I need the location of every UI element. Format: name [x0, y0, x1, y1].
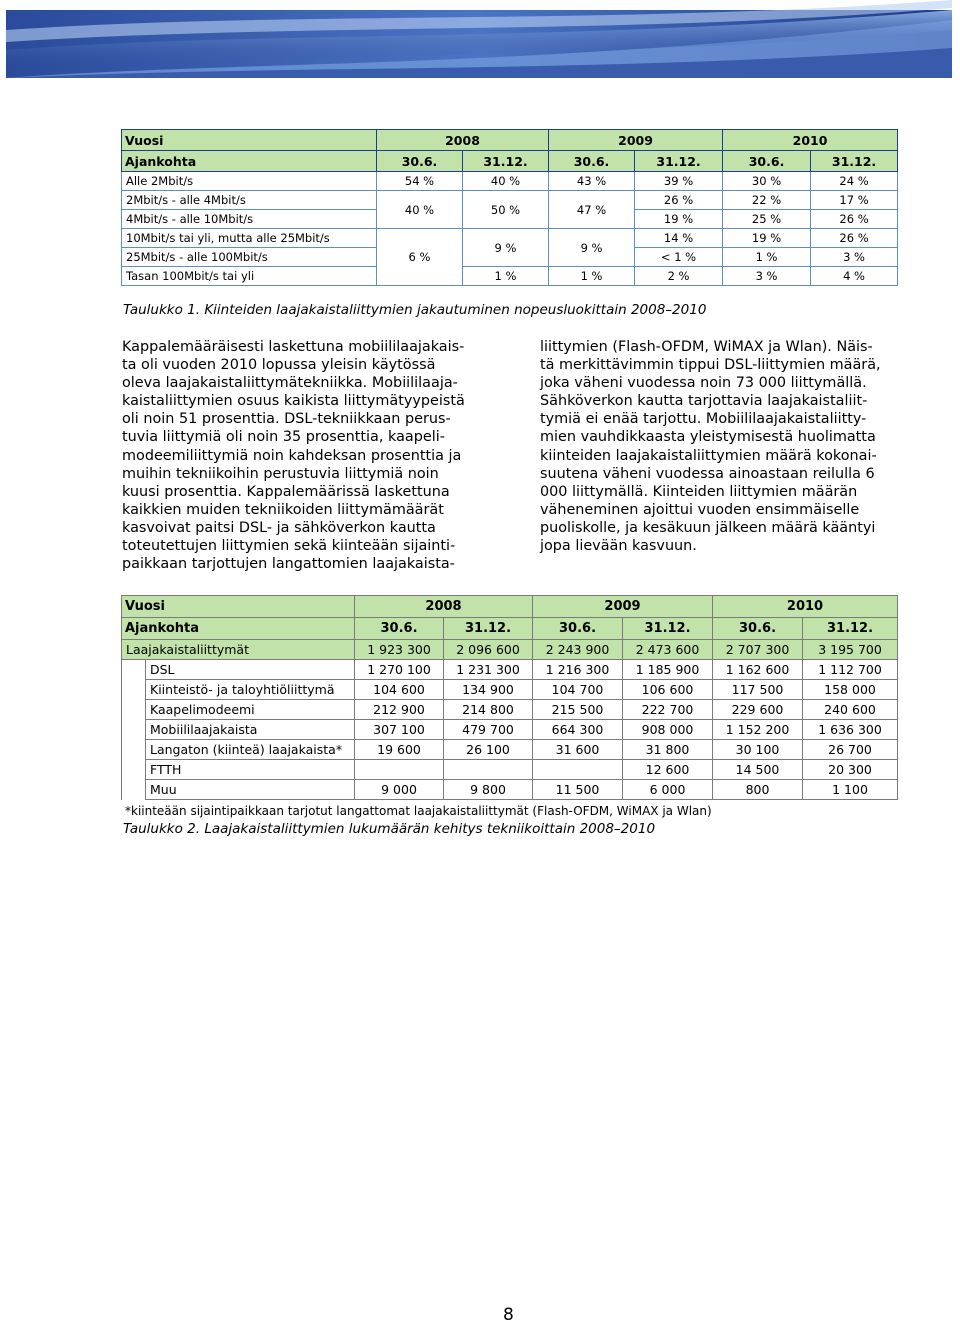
table-row: [122, 720, 898, 740]
cell: 222 700: [623, 700, 713, 720]
table2-date-label: Ajankohta: [122, 618, 355, 640]
cell: [444, 760, 533, 780]
text-line: oli noin 51 prosenttia. DSL-tekniikkaan perus-: [122, 411, 451, 428]
text-line: kiinteiden laajakaistaliittymien määrä kokonai-: [540, 447, 877, 464]
cell: 12 600: [623, 760, 713, 780]
table2-date: 31.12.: [803, 618, 898, 640]
text-line: tuvia liittymiä oli noin 35 prosenttia, kaapeli-: [122, 429, 445, 446]
table2-date: 30.6.: [713, 618, 803, 640]
cell: 1 231 300: [444, 660, 533, 680]
text-line: 000 liittymällä. Kiinteiden liittymien määrän: [540, 483, 858, 500]
page-number: 8: [503, 1305, 514, 1325]
table-row: [122, 680, 898, 700]
cell: 26 %: [811, 229, 898, 248]
table-row: [122, 660, 898, 680]
text-line: oleva laajakaistaliittymätekniikka. Mobiililaaja-: [122, 375, 458, 392]
row-label: DSL: [146, 660, 355, 680]
body-column-left: [122, 338, 484, 573]
row-label: Alle 2Mbit/s: [122, 172, 377, 191]
cell: 1 112 700: [803, 660, 898, 680]
cell: 1 185 900: [623, 660, 713, 680]
cell: 117 500: [713, 680, 803, 700]
text-line: tymiä ei enää tarjottu. Mobiililaajakaistaliitty-: [540, 411, 867, 428]
cell: < 1 %: [635, 248, 723, 267]
text-line: kaikkien muiden tekniikoiden liittymämäärät: [122, 501, 444, 518]
cell: 30 %: [723, 172, 811, 191]
cell: 2 %: [635, 267, 723, 286]
table2-caption: Taulukko 2. Laajakaistaliittymien lukumäärän kehitys tekniikoittain 2008–2010: [123, 821, 656, 837]
cell: 908 000: [623, 720, 713, 740]
table1-date: 30.6.: [723, 151, 811, 172]
text-line: suutena väheni vuodessa ainoastaan reilulla 6: [540, 465, 875, 482]
table1-year-2008: 2008: [377, 130, 549, 151]
merged-cell: 9 %: [463, 229, 549, 267]
merged-cell: 40 %: [377, 191, 463, 229]
row-label: 10Mbit/s tai yli, mutta alle 25Mbit/s: [122, 229, 377, 248]
table-row: [122, 760, 898, 780]
cell: 2 096 600: [444, 640, 533, 660]
text-line: tä merkittävimmin tippui DSL-liittymien määrä,: [540, 357, 881, 374]
cell: 1 %: [463, 267, 549, 286]
text-line: Kappalemääräisesti laskettuna mobiililaajakais-: [122, 339, 465, 355]
row-label: Tasan 100Mbit/s tai yli: [122, 267, 377, 286]
table1-date: 31.12.: [635, 151, 723, 172]
cell: 17 %: [811, 191, 898, 210]
indent-spacer: [122, 660, 146, 800]
cell: 6 000: [623, 780, 713, 800]
text-line: kaistaliittymien osuus kaikista liittymätyypeistä: [122, 393, 465, 410]
cell: 229 600: [713, 700, 803, 720]
table2-year-row: [122, 596, 898, 618]
table2-date: 30.6.: [533, 618, 623, 640]
cell: 9 800: [444, 780, 533, 800]
cell: 26 100: [444, 740, 533, 760]
cell: 9 000: [355, 780, 444, 800]
table-row: [122, 780, 898, 800]
cell: 43 %: [549, 172, 635, 191]
text-line: ta oli vuoden 2010 lopussa yleisin käytössä: [122, 357, 436, 374]
row-label: 2Mbit/s - alle 4Mbit/s: [122, 191, 377, 210]
table1-date: 30.6.: [377, 151, 463, 172]
merged-cell: 50 %: [463, 191, 549, 229]
cell: 2 243 900: [533, 640, 623, 660]
text-line: jopa lievään kasvuun.: [540, 538, 697, 555]
cell: 158 000: [803, 680, 898, 700]
table-row: [122, 191, 898, 210]
cell: 26 %: [635, 191, 723, 210]
text-line: puoliskolle, ja kesäkuun jälkeen määrä kääntyi: [540, 519, 876, 536]
table-row: [122, 229, 898, 248]
cell: 104 600: [355, 680, 444, 700]
text-line: muihin tekniikoihin perustuvia liittymiä noin: [122, 465, 439, 482]
cell: 1 162 600: [713, 660, 803, 680]
cell: 134 900: [444, 680, 533, 700]
cell: 22 %: [723, 191, 811, 210]
cell: 214 800: [444, 700, 533, 720]
table2-date: 31.12.: [623, 618, 713, 640]
text-line: joka väheni vuodessa noin 73 000 liittymällä.: [540, 375, 867, 392]
cell: 30 100: [713, 740, 803, 760]
cell: 19 %: [723, 229, 811, 248]
table-row: [122, 172, 898, 191]
cell: 26 %: [811, 210, 898, 229]
cell: 240 600: [803, 700, 898, 720]
text-line: modeemiliittymiä noin kahdeksan prosenttia ja: [122, 447, 462, 464]
text-line: kasvoivat paitsi DSL- ja sähköverkon kautta: [122, 519, 436, 536]
table2-year-2009: 2009: [533, 596, 713, 618]
cell: [533, 760, 623, 780]
cell: 664 300: [533, 720, 623, 740]
table2-year-label: Vuosi: [122, 596, 355, 618]
table2-date-row: [122, 618, 898, 640]
merged-cell: 9 %: [549, 229, 635, 267]
cell: 1 270 100: [355, 660, 444, 680]
table1-year-2009: 2009: [549, 130, 723, 151]
table1-date: 31.12.: [811, 151, 898, 172]
cell: 1 %: [549, 267, 635, 286]
row-label: 25Mbit/s - alle 100Mbit/s: [122, 248, 377, 267]
table2-date: 31.12.: [444, 618, 533, 640]
table1-date-label: Ajankohta: [122, 151, 377, 172]
row-label: Kaapelimodeemi: [146, 700, 355, 720]
table2-total-row: [122, 640, 898, 660]
table1-caption: Taulukko 1. Kiinteiden laajakaistaliittymien jakautuminen nopeusluokittain 2008–2010: [123, 302, 707, 318]
merged-cell: 47 %: [549, 191, 635, 229]
cell: 3 195 700: [803, 640, 898, 660]
cell: 3 %: [723, 267, 811, 286]
table-row: [122, 740, 898, 760]
cell: 479 700: [444, 720, 533, 740]
row-label: Kiinteistö- ja taloyhtiöliittymä: [146, 680, 355, 700]
cell: 212 900: [355, 700, 444, 720]
cell: 1 636 300: [803, 720, 898, 740]
cell: 14 %: [635, 229, 723, 248]
header-banner: [0, 0, 960, 82]
cell: 39 %: [635, 172, 723, 191]
cell: 1 100: [803, 780, 898, 800]
cell: 31 800: [623, 740, 713, 760]
cell: 104 700: [533, 680, 623, 700]
cell: 54 %: [377, 172, 463, 191]
merged-cell: 6 %: [377, 229, 463, 286]
text-line: Sähköverkon kautta tarjottavia laajakaistaliit-: [540, 393, 868, 410]
cell: 215 500: [533, 700, 623, 720]
subscriptions-by-technology-table: [121, 595, 898, 800]
cell: 40 %: [463, 172, 549, 191]
text-line: kuusi prosenttia. Kappalemäärissä laskettuna: [122, 483, 450, 500]
cell: 19 %: [635, 210, 723, 229]
row-label: Muu: [146, 780, 355, 800]
text-line: väheneminen ajoittui vuoden ensimmäiselle: [540, 501, 860, 518]
cell: 11 500: [533, 780, 623, 800]
cell: 2 473 600: [623, 640, 713, 660]
table2-footnote: *kiinteään sijaintipaikkaan tarjotut langattomat laajakaistaliittymät (Flash-OFDM, WiMAX ja Wlan): [125, 804, 712, 818]
table2-year-2010: 2010: [713, 596, 898, 618]
text-line: liittymien (Flash-OFDM, WiMAX ja Wlan). Näis-: [540, 339, 873, 355]
table1-year-row: [122, 130, 898, 151]
cell: 19 600: [355, 740, 444, 760]
cell: 1 152 200: [713, 720, 803, 740]
table-row: [122, 700, 898, 720]
text-line: paikkaan tarjottujen langattomien laajakaista-: [122, 556, 455, 573]
banner-graphic: [0, 0, 960, 82]
cell: 2 707 300: [713, 640, 803, 660]
speed-distribution-table: [121, 129, 898, 286]
cell: 31 600: [533, 740, 623, 760]
row-label: FTTH: [146, 760, 355, 780]
text-line: mien vauhdikkaasta yleistymisestä huolimatta: [540, 429, 876, 446]
cell: 20 300: [803, 760, 898, 780]
cell: 800: [713, 780, 803, 800]
row-label: Mobiililaajakaista: [146, 720, 355, 740]
cell: 4 %: [811, 267, 898, 286]
row-label: Laajakaistaliittymät: [122, 640, 355, 660]
table1-date: 31.12.: [463, 151, 549, 172]
row-label: 4Mbit/s - alle 10Mbit/s: [122, 210, 377, 229]
cell: 3 %: [811, 248, 898, 267]
table1-date: 30.6.: [549, 151, 635, 172]
cell: 1 923 300: [355, 640, 444, 660]
cell: 26 700: [803, 740, 898, 760]
table2-year-2008: 2008: [355, 596, 533, 618]
table-row: [122, 267, 898, 286]
cell: 14 500: [713, 760, 803, 780]
table1-year-2010: 2010: [723, 130, 898, 151]
cell: 1 %: [723, 248, 811, 267]
body-column-right: [540, 338, 902, 555]
cell: 25 %: [723, 210, 811, 229]
table1-year-label: Vuosi: [122, 130, 377, 151]
cell: [355, 760, 444, 780]
cell: 1 216 300: [533, 660, 623, 680]
table2-date: 30.6.: [355, 618, 444, 640]
table1-date-row: [122, 151, 898, 172]
cell: 106 600: [623, 680, 713, 700]
cell: 24 %: [811, 172, 898, 191]
row-label: Langaton (kiinteä) laajakaista*: [146, 740, 355, 760]
text-line: toteutettujen liittymien sekä kiinteään sijainti-: [122, 538, 456, 555]
cell: 307 100: [355, 720, 444, 740]
